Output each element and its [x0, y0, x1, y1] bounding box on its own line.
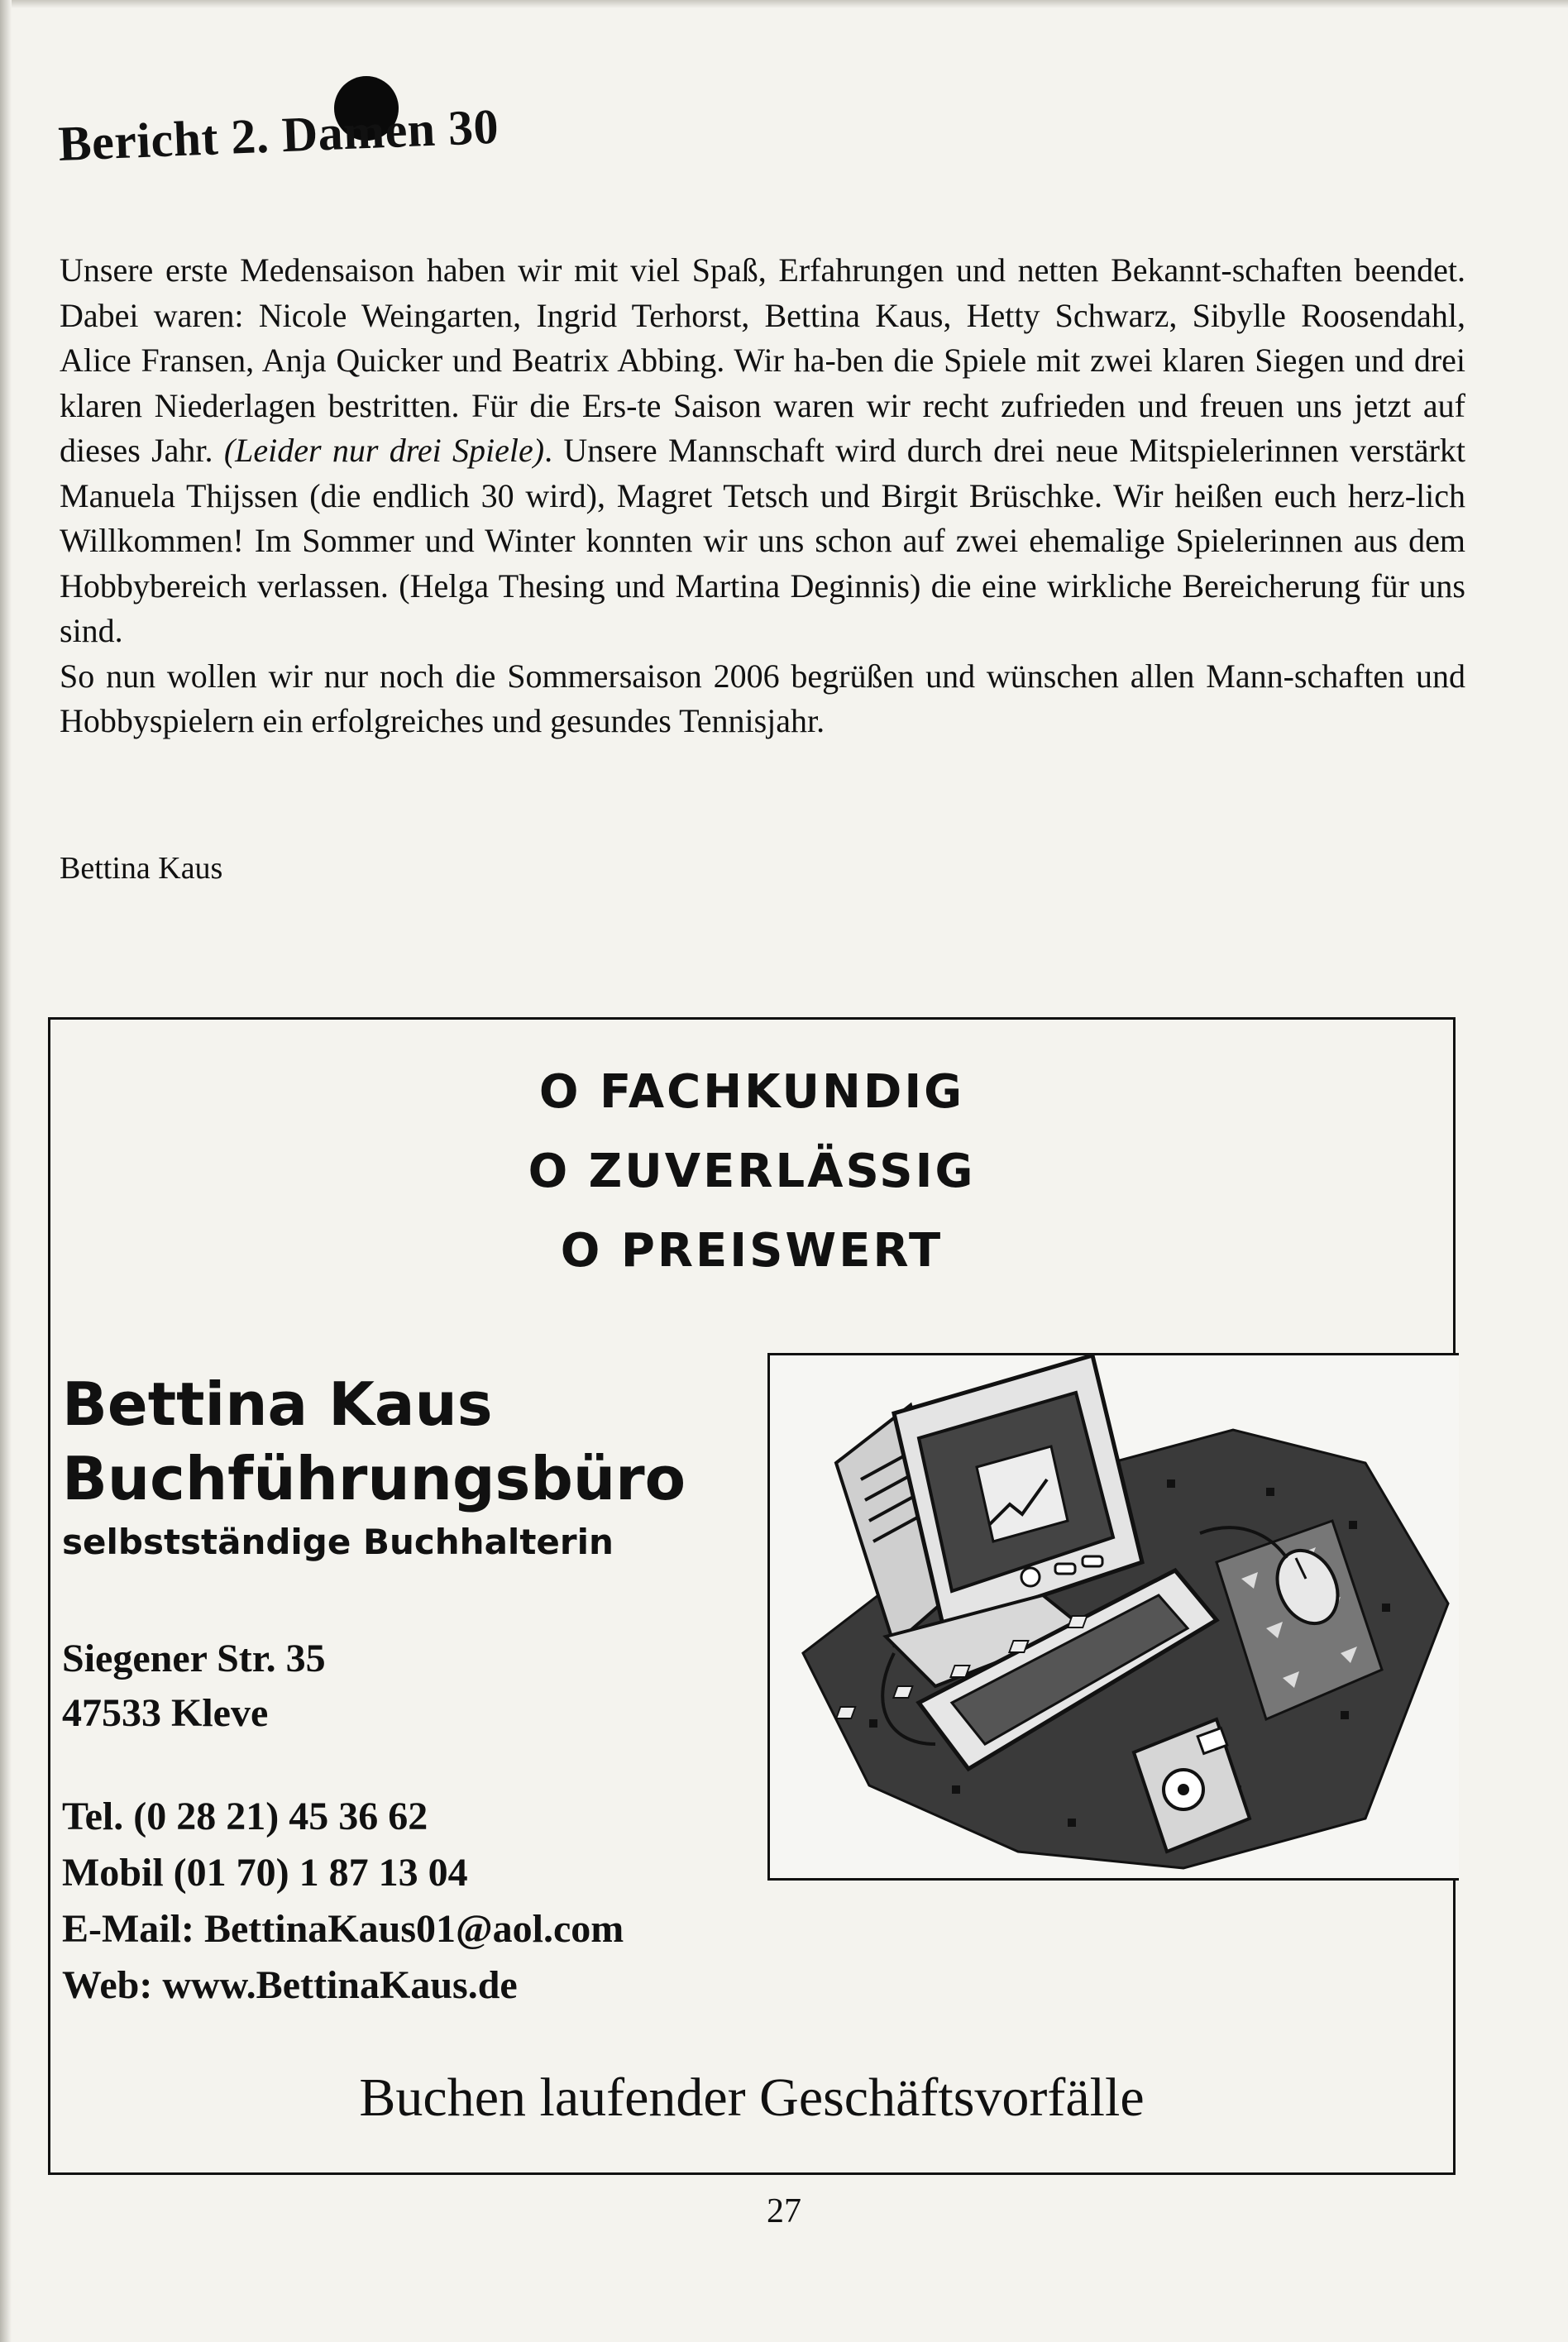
ad-name: Bettina Kaus	[62, 1369, 493, 1439]
ad-address	[62, 1632, 326, 1741]
article-paragraph-1	[60, 248, 1465, 654]
ad-tagline: Buchen laufender Geschäftsvorfälle	[359, 2067, 1145, 2128]
paragraph-1-italic: (Leider nur drei Spiele)	[223, 432, 545, 469]
article-paragraph-2: So nun wollen wir nur noch die Sommersaison 2006 begrüßen und wünschen allen Mann-schaften und Hobbyspielern ein erfolgreiches und gesundes Tennisjahr.	[60, 657, 1465, 739]
article-title: Bericht 2. Damen 30	[57, 98, 500, 172]
ad-slogans	[50, 1053, 1453, 1291]
article-body	[60, 248, 1465, 744]
computer-clipart-frame	[767, 1353, 1459, 1881]
slogan-1: O FACHKUNDIG	[538, 1065, 965, 1119]
ad-street: Siegener Str. 35	[62, 1637, 326, 1680]
ad-contact	[62, 1789, 624, 2014]
ad-city: 47533 Kleve	[62, 1691, 269, 1735]
ad-web: Web: www.BettinaKaus.de	[62, 1963, 518, 2007]
slogan-2: O ZUVERLÄSSIG	[528, 1145, 976, 1198]
page-edge-left	[0, 0, 12, 2342]
ad-mobile: Mobil (01 70) 1 87 13 04	[62, 1851, 468, 1895]
page-number: 27	[767, 2192, 801, 2230]
computer-clipart-icon	[770, 1355, 1459, 1878]
ad-phone: Tel. (0 28 21) 45 36 62	[62, 1795, 428, 1838]
paragraph-1-text: Unsere erste Medensaison haben wir mit viel Spaß, Erfahrungen und netten Bekannt-schaften beendet. Dabei waren: Nicole Weingarten, Ingrid Terhorst, Bettina Kaus, Hetty Schwarz, Sibylle Roosendahl, Alice Fransen, Anja Quicker und Beatrix Abbing. Wir ha-ben die Spiele mit zwei klaren Siegen und drei klaren Niederlagen bestritten. Für die Ers-te Saison waren wir recht zufrieden und freuen uns jetzt auf dieses Jahr.	[60, 251, 1465, 469]
ad-email: E-Mail: BettinaKaus01@aol.com	[62, 1907, 624, 1951]
ad-name-block	[62, 1367, 686, 1565]
advertisement-box	[48, 1017, 1456, 2175]
paragraph-1-rest: . Unsere Mannschaft wird durch drei neue Mitspielerinnen verstärkt Manuela Thijssen (die endlich 30 wird), Magret Tetsch und Birgit Brüschke. Wir heißen euch herz-lich Willkommen! Im Sommer und Winter konnten wir uns schon auf zwei ehemalige Spielerinnen aus dem Hobbybereich verlassen. (Helga Thesing und Martina Deginnis) die eine wirkliche Bereicherung für uns sind.	[60, 432, 1465, 649]
ad-business: Buchführungsbüro	[62, 1444, 686, 1513]
slogan-3: O PREISWERT	[560, 1224, 944, 1278]
page-edge-top	[0, 0, 1568, 8]
ad-role: selbstständige Buchhalterin	[62, 1522, 614, 1562]
article-signature: Bettina Kaus	[60, 851, 223, 886]
